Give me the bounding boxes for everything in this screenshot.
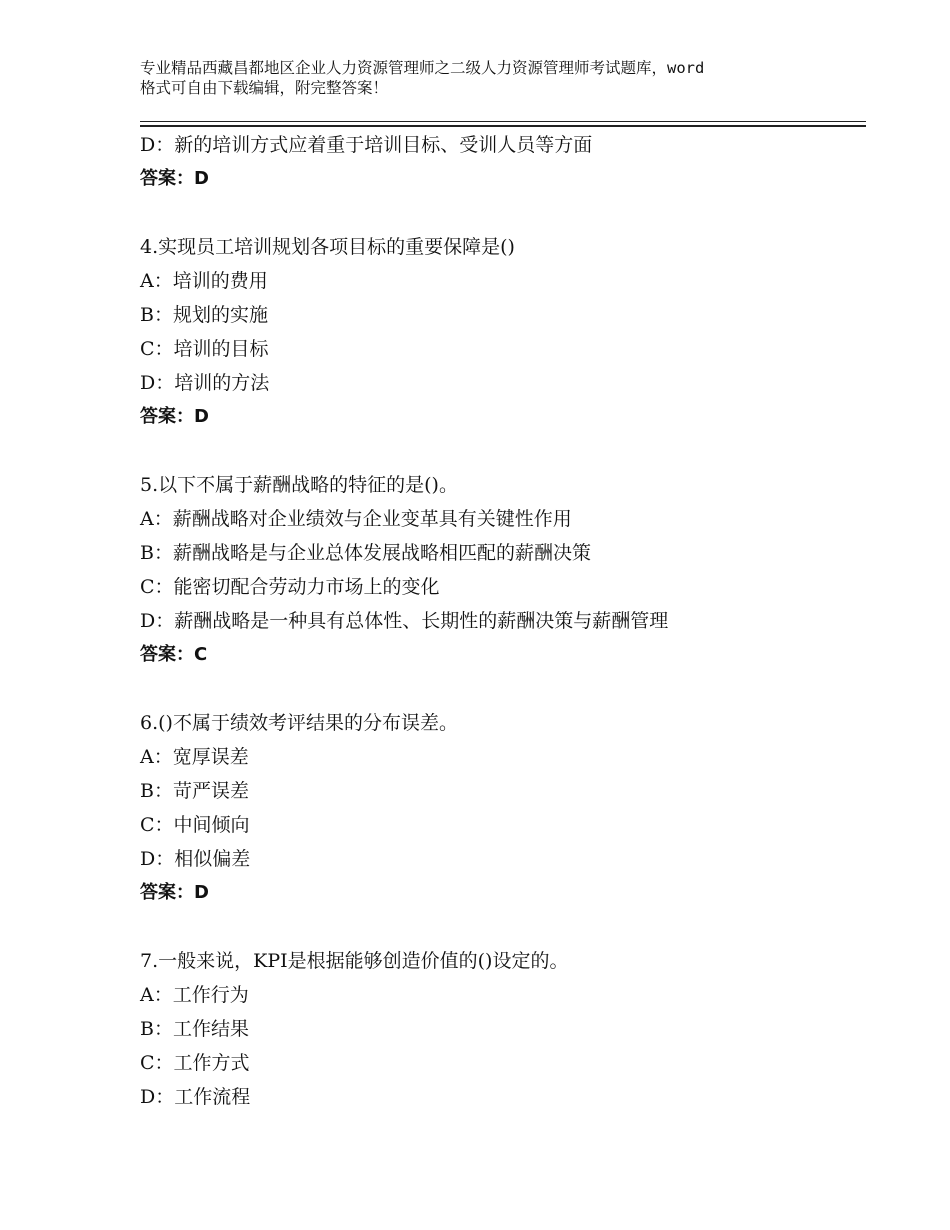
option-a: A：工作行为 [140, 984, 249, 1006]
question-5 [140, 468, 880, 672]
option-a: A：薪酬战略对企业绩效与企业变革具有关键性作用 [140, 508, 572, 530]
option-c: C：中间倾向 [140, 814, 250, 836]
option-b: B：工作结果 [140, 1018, 249, 1040]
option-c: C：能密切配合劳动力市场上的变化 [140, 576, 440, 598]
option-c: C：培训的目标 [140, 338, 269, 360]
header-rule-thin [140, 121, 866, 122]
question-list [140, 128, 880, 1114]
option-d: D：薪酬战略是一种具有总体性、长期性的薪酬决策与薪酬管理 [140, 610, 669, 632]
question-4 [140, 230, 880, 434]
question-stem: 4.实现员工培训规划各项目标的重要保障是() [140, 236, 515, 258]
header-rule-thick [140, 125, 866, 127]
header-line-1: 专业精品西藏昌都地区企业人力资源管理师之二级人力资源管理师考试题库，word [140, 59, 705, 77]
fragment-answer: 答案：D [140, 168, 209, 189]
question-7 [140, 944, 880, 1114]
option-a: A：宽厚误差 [140, 746, 249, 768]
option-b: B：苛严误差 [140, 780, 249, 802]
spacer [140, 910, 880, 944]
question-6 [140, 706, 880, 910]
question-stem: 7.一般来说，KPI是根据能够创造价值的()设定的。 [140, 950, 569, 972]
option-c: C：工作方式 [140, 1052, 250, 1074]
header-line-2: 格式可自由下载编辑，附完整答案！ [140, 79, 389, 97]
option-d: D：培训的方法 [140, 372, 270, 394]
question-stem: 5.以下不属于薪酬战略的特征的是()。 [140, 474, 458, 496]
option-b: B：规划的实施 [140, 304, 268, 326]
option-a: A：培训的费用 [140, 270, 268, 292]
question-stem: 6.()不属于绩效考评结果的分布误差。 [140, 712, 458, 734]
answer: 答案：C [140, 644, 208, 665]
answer: 答案：D [140, 406, 209, 427]
answer: 答案：D [140, 882, 209, 903]
document-header [140, 58, 830, 98]
fragment-option-d: D：新的培训方式应着重于培训目标、受训人员等方面 [140, 134, 593, 156]
option-d: D：工作流程 [140, 1086, 251, 1108]
spacer [140, 434, 880, 468]
spacer [140, 196, 880, 230]
option-d: D：相似偏差 [140, 848, 251, 870]
spacer [140, 672, 880, 706]
option-b: B：薪酬战略是与企业总体发展战略相匹配的薪酬决策 [140, 542, 591, 564]
